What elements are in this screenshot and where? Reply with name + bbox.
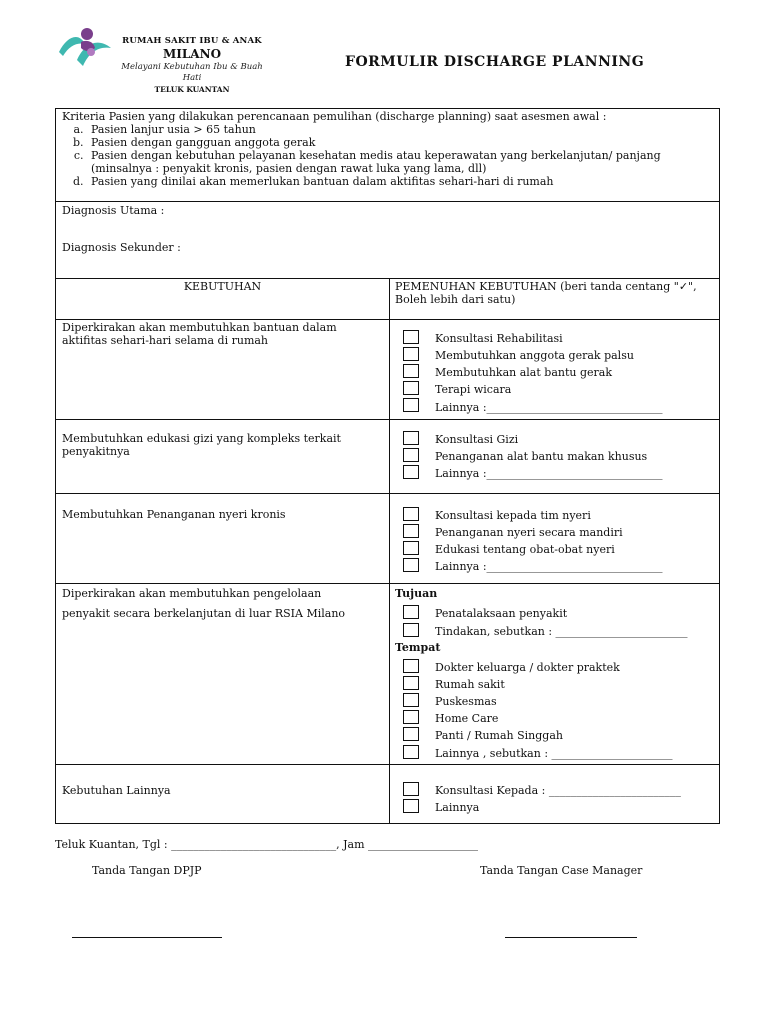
col-header-kebutuhan: KEBUTUHAN	[183, 280, 262, 293]
checkbox[interactable]	[403, 330, 419, 344]
divider	[56, 583, 719, 584]
hospital-location: TELUK KUANTAN	[154, 85, 230, 94]
option-label: Penatalaksaan penyakit	[435, 607, 568, 620]
signature-line-case-manager[interactable]	[505, 937, 637, 938]
option-label: Membutuhkan alat bantu gerak	[435, 366, 612, 379]
checkbox[interactable]	[403, 605, 419, 619]
option-label: Konsultasi Kepada : ________________________	[435, 784, 681, 797]
signature-label-case-manager: Tanda Tangan Case Manager	[480, 864, 643, 877]
column-divider	[389, 278, 390, 824]
checkbox[interactable]	[403, 710, 419, 724]
option-label: Membutuhkan anggota gerak palsu	[435, 349, 634, 362]
divider	[56, 493, 719, 494]
diagnosis-primary: Diagnosis Utama :	[62, 204, 165, 217]
checkbox[interactable]	[403, 659, 419, 673]
option-label: Dokter keluarga / dokter praktek	[435, 661, 620, 674]
hospital-identity	[112, 36, 272, 95]
diagnosis-secondary: Diagnosis Sekunder :	[62, 241, 181, 254]
checkbox[interactable]	[403, 782, 419, 796]
col-header-pemenuhan: PEMENUHAN KEBUTUHAN (beri tanda centang "✓", Boleh lebih dari satu)	[395, 280, 697, 306]
criteria-list	[62, 123, 712, 188]
checkbox[interactable]	[403, 727, 419, 741]
signature-line-dpjp[interactable]	[72, 937, 222, 938]
checkbox[interactable]	[403, 398, 419, 412]
checkbox[interactable]	[403, 623, 419, 637]
tujuan-label: Tujuan	[395, 587, 438, 600]
checkbox[interactable]	[403, 431, 419, 445]
option-label: Konsultasi Rehabilitasi	[435, 332, 563, 345]
checkbox[interactable]	[403, 347, 419, 361]
option-label: Penanganan alat bantu makan khusus	[435, 450, 648, 463]
criteria-item: b. Pasien dengan gangguan anggota gerak	[87, 136, 712, 149]
option-label: Rumah sakit	[435, 678, 505, 691]
option-label: Konsultasi kepada tim nyeri	[435, 509, 591, 522]
hospital-tagline: Melayani Kebutuhan Ibu & Buah Hati	[121, 62, 263, 83]
hospital-line1: RUMAH SAKIT IBU & ANAK	[122, 36, 262, 46]
option-label: Penanganan nyeri secara mandiri	[435, 526, 623, 539]
checkbox[interactable]	[403, 541, 419, 555]
form-title: FORMULIR DISCHARGE PLANNING	[345, 54, 645, 70]
checkbox[interactable]	[403, 364, 419, 378]
need-text: penyakit secara berkelanjutan di luar RSIA Milano	[62, 607, 346, 620]
divider	[56, 278, 719, 279]
criteria-intro: Kriteria Pasien yang dilakukan perencanaan pemulihan (discharge planning) saat asesmen awal :	[62, 110, 607, 123]
criteria-item: d. Pasien yang dinilai akan memerlukan bantuan dalam aktifitas sehari-hari di rumah	[87, 175, 712, 188]
tempat-label: Tempat	[395, 641, 441, 654]
need-text: Diperkirakan akan membutuhkan bantuan dalam aktifitas sehari-hari selama di rumah	[62, 321, 337, 347]
checkbox[interactable]	[403, 745, 419, 759]
divider	[56, 319, 719, 320]
option-label: Lainnya :________________________________	[435, 401, 663, 414]
place-date-line: Teluk Kuantan, Tgl : ______________________________, Jam ____________________	[55, 838, 479, 851]
option-label: Lainnya	[435, 801, 480, 814]
hospital-logo	[55, 22, 115, 74]
checkbox[interactable]	[403, 448, 419, 462]
checkbox[interactable]	[403, 381, 419, 395]
criteria-section	[62, 110, 712, 188]
criteria-item: c. Pasien dengan kebutuhan pelayanan kesehatan medis atau keperawatan yang berkelanjutan/ panjang (minsalnya : penyakit kronis, pasien dengan rawat luka yang lama, dll)	[87, 149, 712, 175]
signature-label-dpjp: Tanda Tangan DPJP	[92, 864, 202, 877]
divider	[56, 201, 719, 202]
option-label: Edukasi tentang obat-obat nyeri	[435, 543, 615, 556]
option-label: Lainnya :________________________________	[435, 467, 663, 480]
need-text: Kebutuhan Lainnya	[62, 784, 171, 797]
checkbox[interactable]	[403, 558, 419, 572]
option-label: Home Care	[435, 712, 499, 725]
discharge-form-table	[55, 108, 720, 824]
checkbox[interactable]	[403, 676, 419, 690]
option-label: Konsultasi Gizi	[435, 433, 519, 446]
checkbox[interactable]	[403, 524, 419, 538]
checkbox[interactable]	[403, 465, 419, 479]
option-label: Terapi wicara	[435, 383, 512, 396]
checkbox[interactable]	[403, 693, 419, 707]
criteria-item: a. Pasien lanjur usia > 65 tahun	[87, 123, 712, 136]
divider	[56, 419, 719, 420]
option-label: Panti / Rumah Singgah	[435, 729, 563, 742]
checkbox[interactable]	[403, 799, 419, 813]
need-text: Membutuhkan Penanganan nyeri kronis	[62, 508, 286, 521]
need-text: Diperkirakan akan membutuhkan pengelolaan	[62, 587, 322, 600]
divider	[56, 764, 719, 765]
option-label: Tindakan, sebutkan : ________________________	[435, 625, 688, 638]
checkbox[interactable]	[403, 507, 419, 521]
option-label: Lainnya , sebutkan : ______________________	[435, 747, 673, 760]
option-label: Lainnya :________________________________	[435, 560, 663, 573]
hospital-name: MILANO	[162, 47, 222, 61]
option-label: Puskesmas	[435, 695, 497, 708]
need-text: Membutuhkan edukasi gizi yang kompleks terkait penyakitnya	[62, 432, 341, 458]
